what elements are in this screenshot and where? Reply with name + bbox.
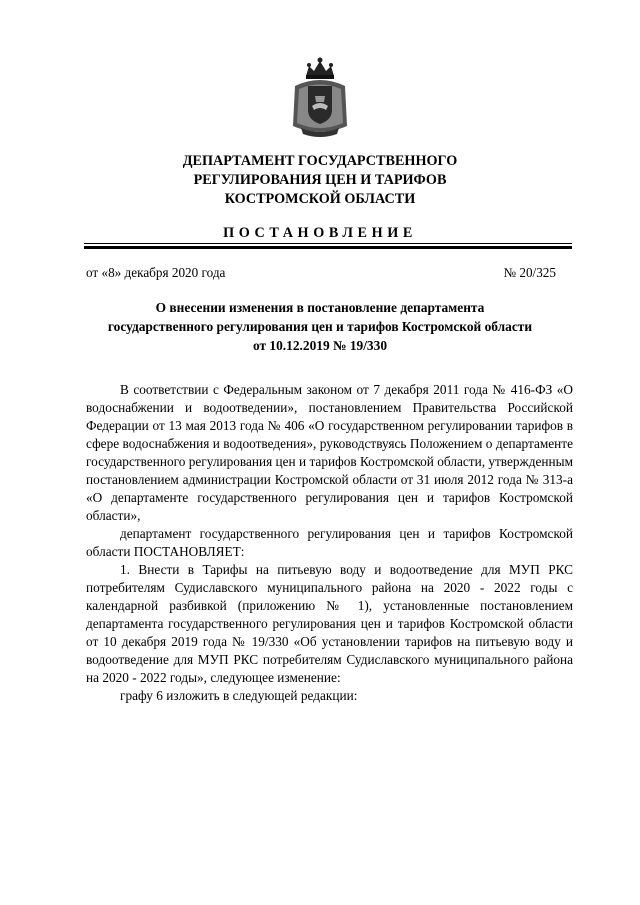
body-paragraph: департамент государственного регулирования цен и тарифов Костромской области ПОСТАНОВЛЯЕТ: [86, 526, 573, 559]
document-type-title: ПОСТАНОВЛЕНИЕ [223, 225, 417, 241]
body-paragraph: графу 6 изложить в следующей редакции: [120, 688, 358, 703]
header-divider-thick [84, 246, 572, 249]
header-divider-thin [84, 243, 572, 244]
subject-line: О внесении изменения в постановление департамента [155, 300, 485, 315]
department-name-line: ДЕПАРТАМЕНТ ГОСУДАРСТВЕННОГО [182, 153, 458, 169]
coat-of-arms-icon [289, 56, 351, 138]
document-body [86, 381, 573, 705]
subject-line: от 10.12.2019 № 19/330 [252, 338, 388, 353]
subject-line: государственного регулирования цен и тарифов Костромской области [107, 319, 533, 334]
department-name-line: РЕГУЛИРОВАНИЯ ЦЕН И ТАРИФОВ [193, 172, 447, 188]
body-paragraph: 1. Внести в Тарифы на питьевую воду и водоотведение для МУП РКС потребителям Судиславского муниципального района на 2020 - 2022 годы с календарной разбивкой (приложению № 1), установленные постановлением департамента государственного регулирования цен и тарифов Костромской области от 10 декабря 2019 года № 19/330 «Об установлении тарифов на питьевую воду и водоотведение для МУП РКС потребителям Судиславского муниципального района на 2020 - 2022 годы», следующее изменение: [86, 562, 573, 685]
department-name-line: КОСТРОМСКОЙ ОБЛАСТИ [224, 191, 416, 207]
document-number: № 20/325 [503, 265, 556, 280]
department-name [0, 152, 640, 209]
document-date: от «8» декабря 2020 года [86, 265, 226, 280]
body-paragraph: В соответствии с Федеральным законом от 7 декабря 2011 года № 416-ФЗ «О водоснабжении и водоотведении», постановлением Правительства Российской Федерации от 13 мая 2013 года № 406 «О государственном регулировании тарифов в сфере водоснабжения и водоотведения», руководствуясь Положением о департаменте государственного регулирования цен и тарифов Костромской области, утвержденным постановлением администрации Костромской области от 31 июля 2012 года № 313-а «О департаменте государственного регулирования цен и тарифов Костромской области», [86, 382, 573, 523]
document-subject [0, 298, 640, 355]
